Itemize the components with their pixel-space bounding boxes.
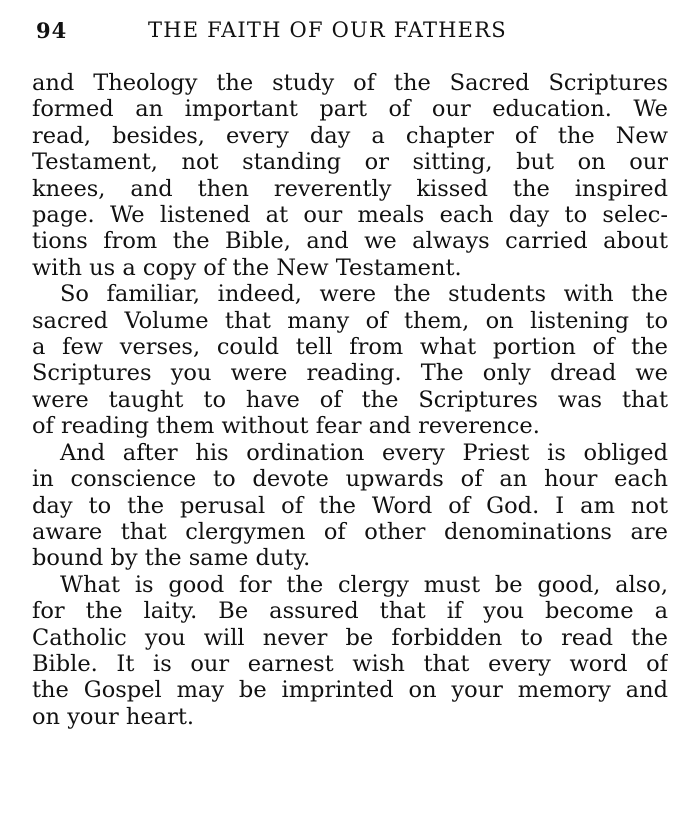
text-line: Catholic you will never be forbidden to read the	[32, 624, 668, 651]
text-line: day to the perusal of the Word of God. I am not	[32, 492, 668, 519]
text-line: bound by the same duty.	[32, 545, 311, 572]
text-line: So familiar, indeed, were the students with the	[60, 281, 668, 308]
text-line: for the laity. Be assured that if you become a	[32, 598, 668, 625]
text-line: And after his ordination every Priest is obliged	[60, 439, 668, 466]
page-header	[36, 14, 664, 48]
text-line: the Gospel may be imprinted on your memory and	[32, 677, 668, 704]
text-line: aware that clergymen of other denominations are	[32, 518, 668, 545]
text-line: Bible. It is our earnest wish that every word of	[32, 650, 668, 677]
text-line: were taught to have of the Scriptures was that	[32, 386, 668, 413]
paragraph-3	[32, 440, 668, 572]
text-line: of reading them without fear and reverence.	[32, 413, 540, 440]
text-line: formed an important part of our education. We	[32, 96, 668, 123]
text-line: in conscience to devote upwards of an hour each	[32, 466, 668, 493]
paragraph-1	[32, 70, 668, 281]
page-number: 94	[36, 18, 68, 43]
text-line: and Theology the study of the Sacred Scriptures	[32, 70, 668, 96]
text-line: knees, and then reverently kissed the inspired	[32, 175, 668, 202]
paragraph-2	[32, 281, 668, 439]
text-line: page. We listened at our meals each day to selec-	[32, 202, 668, 229]
text-line: sacred Volume that many of them, on listening to	[32, 307, 668, 334]
text-line: tions from the Bible, and we always carried about	[32, 228, 668, 255]
text-line: read, besides, every day a chapter of the New	[32, 122, 668, 149]
text-line: a few verses, could tell from what portion of the	[32, 334, 668, 361]
running-title: THE FAITH OF OUR FATHERS	[148, 18, 507, 42]
text-line: on your heart.	[32, 703, 195, 730]
text-line: with us a copy of the New Testament.	[32, 254, 462, 281]
text-line: Testament, not standing or sitting, but on our	[32, 149, 668, 176]
text-line: What is good for the clergy must be good, also,	[60, 571, 668, 598]
paragraph-4	[32, 572, 668, 730]
text-line: Scriptures you were reading. The only dread we	[32, 360, 668, 387]
body-text	[32, 70, 668, 730]
